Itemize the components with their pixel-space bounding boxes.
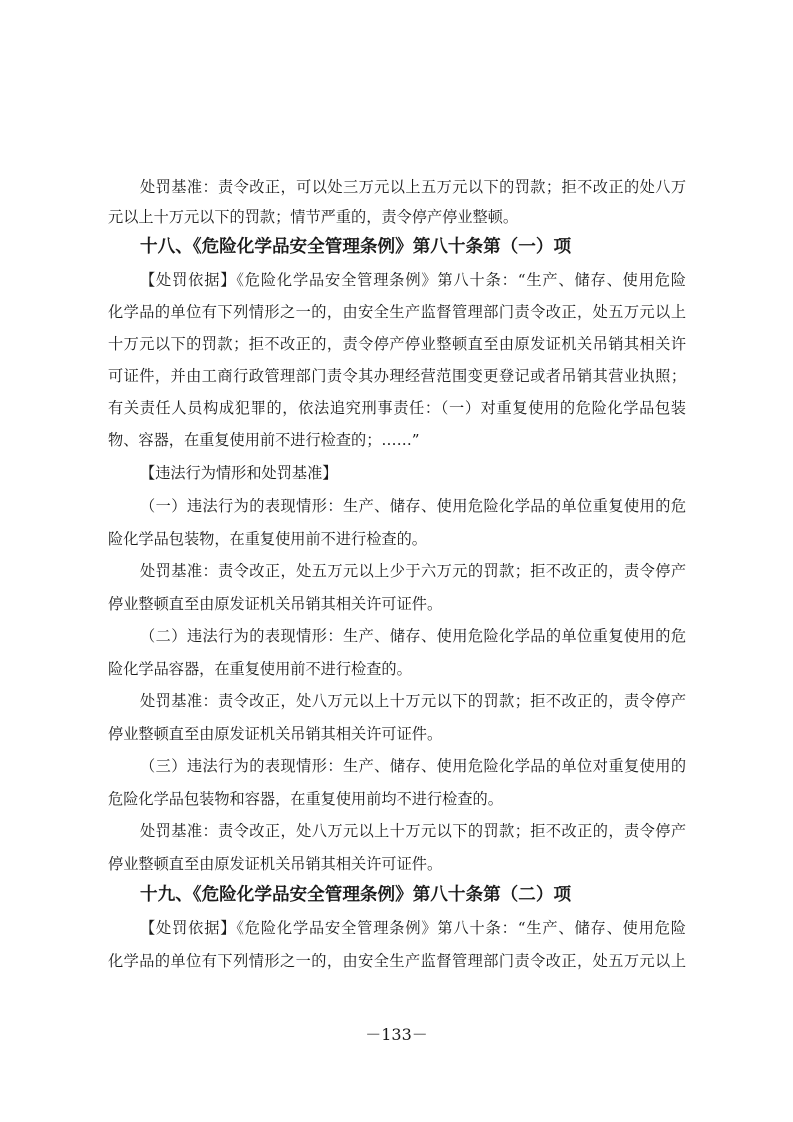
paragraph-line: （三）违法行为的表现情形：生产、储存、使用危险化学品的单位对重复使用的 (140, 757, 686, 775)
paragraph-line: 危险化学品包装物和容器，在重复使用前均不进行检查的。 (108, 790, 503, 808)
paragraph-line: 化学品的单位有下列情形之一的，由安全生产监督管理部门责令改正，处五万元以上 (108, 303, 686, 321)
paragraph-line: 停业整顿直至由原发证机关吊销其相关许可证件。 (108, 595, 443, 613)
subsection-label: 【违法行为情形和处罚基准】 (140, 464, 338, 482)
paragraph-line: 物、容器，在重复使用前不进行检查的；……” (108, 431, 420, 449)
paragraph-line: 处罚基准：责令改正，处八万元以上十万元以下的罚款；拒不改正的，责令停产 (140, 692, 686, 710)
paragraph-line: 元以上十万元以下的罚款；情节严重的，责令停产停业整顿。 (108, 208, 519, 226)
paragraph-line: 可证件，并由工商行政管理部门责令其办理经营范围变更登记或者吊销其营业执照； (108, 367, 686, 385)
paragraph-line: 停业整顿直至由原发证机关吊销其相关许可证件。 (108, 855, 443, 873)
paragraph-line: 处罚基准：责令改正，可以处三万元以上五万元以下的罚款；拒不改正的处八万 (140, 178, 686, 196)
paragraph-line: 险化学品容器，在重复使用前不进行检查的。 (108, 660, 412, 678)
paragraph-line: 【处罚依据】《危险化学品安全管理条例》第八十条：“生产、储存、使用危险 (140, 271, 686, 289)
paragraph-line: 化学品的单位有下列情形之一的，由安全生产监督管理部门责令改正，处五万元以上 (108, 952, 686, 970)
paragraph-line: 处罚基准：责令改正，处五万元以上少于六万元的罚款；拒不改正的，责令停产 (140, 562, 686, 580)
section-heading: 十八、《危险化学品安全管理条例》第八十条第（一）项 (140, 236, 572, 257)
paragraph-line: 处罚基准：责令改正，处八万元以上十万元以下的罚款；拒不改正的，责令停产 (140, 822, 686, 840)
paragraph-line: 有关责任人员构成犯罪的，依法追究刑事责任：（一）对重复使用的危险化学品包装 (108, 399, 686, 417)
paragraph-line: 停业整顿直至由原发证机关吊销其相关许可证件。 (108, 725, 443, 743)
paragraph-line: （二）违法行为的表现情形：生产、储存、使用危险化学品的单位重复使用的危 (140, 627, 686, 645)
section-heading: 十九、《危险化学品安全管理条例》第八十条第（二）项 (140, 884, 572, 905)
page-number: －133－ (365, 1025, 428, 1044)
paragraph-line: 十万元以下的罚款；拒不改正的，责令停产停业整顿直至由原发证机关吊销其相关许 (108, 335, 686, 353)
paragraph-line: 险化学品包装物，在重复使用前不进行检查的。 (108, 530, 427, 548)
paragraph-line: 【处罚依据】《危险化学品安全管理条例》第八十条：“生产、储存、使用危险 (140, 919, 686, 937)
paragraph-line: （一）违法行为的表现情形：生产、储存、使用危险化学品的单位重复使用的危 (140, 497, 686, 515)
